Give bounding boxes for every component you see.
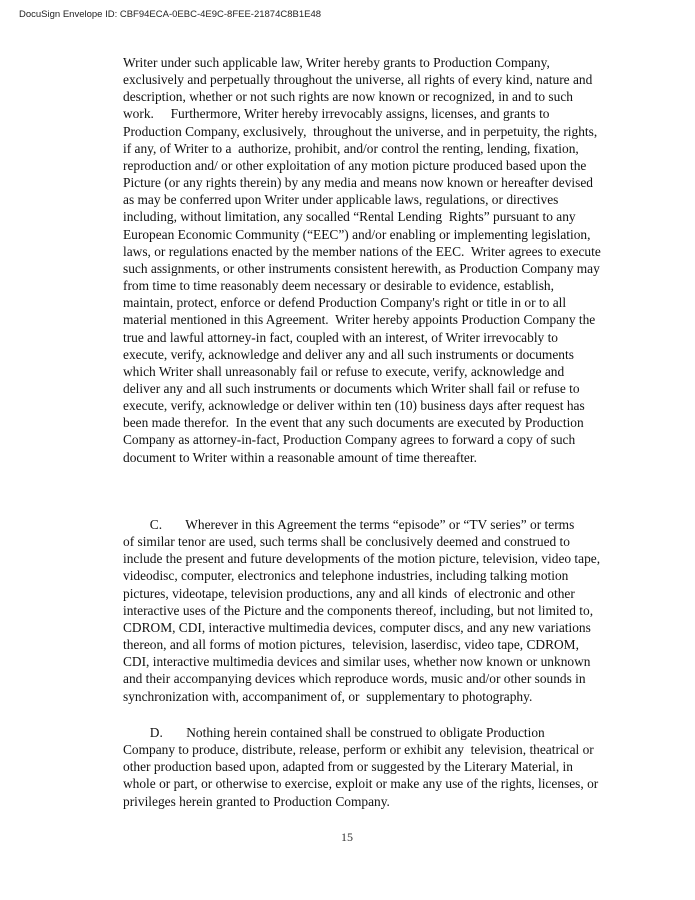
text-line: if any, of Writer to a authorize, prohibit, and/or control the renting, lending, fixation,: [123, 140, 579, 156]
text-line: and their accompanying devices which reproduce words, music and/or other sounds in: [123, 671, 586, 687]
text-line: Production Company, exclusively, throughout the universe, and in perpetuity, the rights,: [123, 123, 598, 139]
text-line: execute, verify, acknowledge and deliver any and all such instruments or documents: [123, 346, 574, 362]
paragraph-rights-grant: [123, 54, 601, 466]
text-line: Picture (or any rights therein) by any media and means now known or hereafter devised: [123, 175, 594, 191]
text-line: which Writer shall unreasonably fail or refuse to execute, verify, acknowledge and: [123, 363, 565, 379]
text-line: pictures, videotape, television productions, any and all kinds of electronic and other: [123, 585, 575, 601]
text-line: laws, or regulations enacted by the member nations of the EEC. Writer agrees to execute: [123, 243, 601, 259]
text-line: as may be conferred upon Writer under applicable laws, regulations, or directives: [123, 192, 559, 208]
text-line: videodisc, computer, electronics and telephone industries, including talking motion: [123, 568, 569, 584]
text-line: Company to produce, distribute, release, perform or exhibit any television, theatrical or: [123, 742, 594, 758]
text-line: whole or part, or otherwise to exercise, exploit or make any use of the rights, licenses, or: [123, 776, 599, 792]
text-line: such assignments, or other instruments consistent herewith, as Production Company may: [123, 260, 600, 276]
text-line: maintain, protect, enforce or defend Production Company's right or title in or to all: [123, 295, 567, 311]
text-line: D. Nothing herein contained shall be construed to obligate Production: [123, 725, 545, 740]
text-line: other production based upon, adapted from or suggested by the Literary Material, in: [123, 759, 573, 775]
text-line: from time to time reasonably deem necessary or desirable to evidence, establish,: [123, 278, 554, 294]
text-line: document to Writer within a reasonable amount of time thereafter.: [123, 449, 477, 465]
text-line: include the present and future developments of the motion picture, television, video tape,: [123, 551, 601, 567]
text-line: thereon, and all forms of motion pictures, television, laserdisc, video tape, CDROM,: [123, 637, 579, 653]
text-line: privileges herein granted to Production Company.: [123, 793, 390, 809]
text-line: been made therefor. In the event that any such documents are executed by Production: [123, 415, 584, 431]
text-line: deliver any and all such instruments or documents which Writer shall fail or refuse to: [123, 380, 580, 396]
docusign-envelope-id: DocuSign Envelope ID: CBF94ECA-0EBC-4E9C-8FEE-21874C8B1E48: [19, 9, 322, 20]
text-line: exclusively and perpetually throughout the universe, all rights of every kind, nature and: [123, 72, 593, 88]
text-line: C. Wherever in this Agreement the terms “episode” or “TV series” or terms: [123, 517, 575, 532]
text-line: material mentioned in this Agreement. Writer hereby appoints Production Company the: [123, 312, 596, 328]
text-line: synchronization with, accompaniment of, or supplementary to photography.: [123, 688, 533, 704]
text-line: of similar tenor are used, such terms shall be conclusively deemed and construed to: [123, 534, 570, 550]
text-line: description, whether or not such rights are now known or recognized, in and to such: [123, 89, 573, 105]
text-line: including, without limitation, any socalled “Rental Lending Rights” pursuant to any: [123, 209, 576, 225]
text-line: CDROM, CDI, interactive multimedia devices, computer discs, and any new variations: [123, 619, 591, 635]
text-line: execute, verify, acknowledge or deliver within ten (10) business days after request has: [123, 398, 585, 414]
page-number: 15: [341, 830, 353, 844]
text-line: reproduction and/ or other exploitation of any motion picture produced based upon the: [123, 157, 587, 173]
text-line: Writer under such applicable law, Writer hereby grants to Production Company,: [123, 55, 550, 70]
text-line: interactive uses of the Picture and the components thereof, including, but not limited to,: [123, 602, 594, 618]
text-line: Company as attorney-in-fact, Production Company agrees to forward a copy of such: [123, 432, 576, 448]
text-line: CDI, interactive multimedia devices and similar uses, whether now known or unknown: [123, 654, 591, 670]
text-line: work. Furthermore, Writer hereby irrevocably assigns, licenses, and grants to: [123, 106, 550, 122]
text-line: true and lawful attorney-in fact, coupled with an interest, of Writer irrevocably to: [123, 329, 558, 345]
text-line: European Economic Community (“EEC”) and/or enabling or implementing legislation,: [123, 226, 591, 242]
paragraph-c-terms: [123, 516, 601, 705]
paragraph-d-no-obligation: [123, 724, 599, 810]
